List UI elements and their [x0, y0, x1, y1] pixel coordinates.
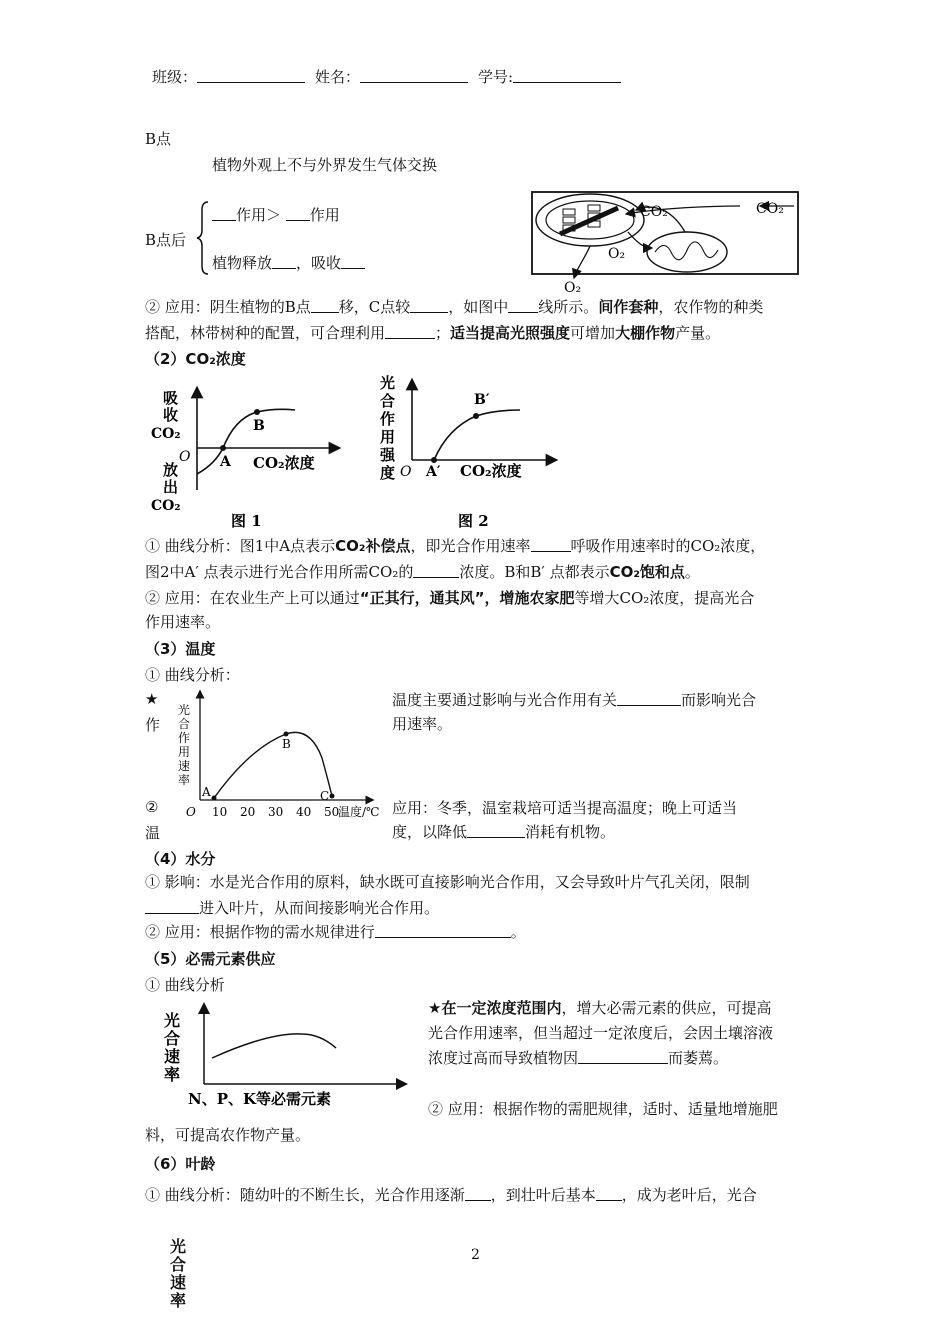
text: ① 曲线分析：随幼叶的不断生长，光合作用逐渐 — [145, 1186, 465, 1204]
blank — [617, 691, 681, 706]
temp-side-1: ★ — [145, 690, 159, 708]
svg-text:光: 光 — [164, 1011, 181, 1030]
point-b — [284, 732, 289, 737]
water-line2 — [145, 896, 439, 921]
water-line1: ① 影响：水是光合作用的原料，缺水既可直接影响光合作用，又会导致叶片气孔关闭，限制 — [145, 873, 750, 891]
element-analysis: ① 曲线分析 — [145, 976, 225, 994]
text: 搭配，林带树种的配置，可合理利用 — [145, 324, 386, 342]
temp-heading: （3）温度 — [145, 640, 216, 658]
svg-text:率: 率 — [178, 773, 191, 787]
element-text-4: ② 应用：根据作物的需肥规律，适时、适量地增施肥 — [428, 1100, 778, 1118]
b-point-desc: 植物外观上不与外界发生气体交换 — [212, 156, 438, 174]
text: 作用＞ — [236, 206, 282, 224]
light-app-line2 — [145, 321, 720, 346]
text: ② 应用：根据作物的需水规律进行 — [145, 923, 375, 941]
leaf-chart-y-label: 光合速率 — [170, 1237, 187, 1310]
element-text-5: 料，可提高农作物产量。 — [145, 1126, 311, 1144]
temp-text-line2: 用速率。 — [392, 715, 453, 733]
svg-text:用: 用 — [380, 428, 396, 446]
blank — [596, 1186, 622, 1201]
text: 移，C点较 — [338, 298, 411, 316]
blank — [375, 923, 511, 938]
cristae — [655, 242, 718, 260]
text: 线所示。 — [538, 298, 599, 316]
point-b — [473, 413, 479, 419]
id-blank — [513, 68, 621, 83]
element-text-2: 光合作用速率，但当超过一定浓度后，会因土壤溶液 — [428, 1024, 774, 1042]
text: ② 应用：阴生植物的B点 — [145, 298, 311, 316]
caption: 图 2 — [458, 512, 489, 530]
co2-outer-label: CO₂ — [756, 201, 784, 217]
co2-heading: （2）CO₂浓度 — [145, 350, 246, 368]
text: ，农作物的种类 — [658, 298, 764, 316]
class-label: 班级： — [152, 68, 198, 86]
text: ，即光合作用速率 — [410, 537, 531, 555]
svg-text:作: 作 — [178, 731, 191, 745]
tick-label: 30 — [268, 805, 284, 819]
text: 而萎蔫。 — [668, 1049, 729, 1067]
co2-figure-1 — [145, 378, 365, 538]
caption: 图 1 — [231, 512, 262, 530]
class-blank — [197, 68, 305, 83]
water-heading: （4）水分 — [145, 850, 216, 868]
water-line3 — [145, 920, 526, 945]
tick-label: 50 — [324, 805, 340, 819]
text: 适当提高光照强度 — [450, 324, 571, 342]
text: 浓度过高而导致植物因 — [428, 1049, 579, 1067]
point-a-label: A′ — [426, 464, 441, 480]
text: 。 — [510, 923, 526, 941]
blank — [465, 1186, 491, 1201]
text: 。 — [684, 563, 700, 581]
page-number: 2 — [471, 1247, 480, 1263]
blank — [286, 206, 310, 221]
text: ，到壮叶后基本 — [490, 1186, 596, 1204]
text: 浓度。B和B′ 点都表示 — [459, 563, 610, 581]
co2-inner-label: CO₂ — [640, 204, 668, 220]
light-app-line1 — [145, 295, 763, 320]
curve — [212, 1034, 336, 1058]
y-top-label: 吸 — [163, 389, 179, 407]
svg-text:光: 光 — [178, 703, 191, 717]
svg-text:合: 合 — [164, 1029, 181, 1048]
point-a-label: A — [220, 454, 231, 470]
origin: O — [186, 805, 196, 819]
y-bottom-label: 放 — [163, 461, 179, 479]
blank — [508, 298, 538, 313]
text: 温度主要通过影响与光合作用有关 — [392, 691, 618, 709]
blank — [145, 899, 199, 914]
text: 度，以降低 — [392, 823, 468, 841]
blank — [578, 1049, 668, 1064]
temp-text-line4 — [392, 820, 615, 845]
text: “正其行，通其风”，增施农家肥 — [359, 589, 575, 607]
x-label: 温度/℃ — [338, 805, 380, 819]
text: ，成为老叶后，光合 — [621, 1186, 757, 1204]
text: ① 曲线分析：图1中A点表示 — [145, 537, 336, 555]
temp-text-line3: 应用：冬季，温室栽培可适当提高温度；晚上可适当 — [392, 799, 738, 817]
gas-exchange-diagram — [530, 186, 820, 296]
blank — [467, 823, 525, 838]
point-a — [220, 445, 226, 451]
co2-analysis-line1 — [145, 534, 765, 559]
point-b-label: B — [253, 418, 265, 434]
class-field — [152, 66, 305, 87]
point-b — [254, 409, 260, 415]
tick-label: 20 — [240, 805, 256, 819]
element-text-3 — [428, 1046, 728, 1071]
element-heading: （5）必需元素供应 — [145, 950, 276, 968]
text: 进入叶片，从而间接影响光合作用。 — [199, 899, 440, 917]
o2-inner-label: O₂ — [608, 246, 626, 262]
co2-analysis-line2 — [145, 560, 700, 585]
element-chart — [160, 1000, 410, 1108]
temp-side-4: 温 — [145, 824, 161, 842]
tick-label: 40 — [296, 805, 312, 819]
co2-app-line1 — [145, 586, 754, 611]
y-top-label: 收 — [163, 406, 179, 424]
text: 消耗有机物。 — [525, 823, 616, 841]
y-bottom-co2: CO₂ — [151, 498, 181, 514]
x-label: N、P、K等必需元素 — [188, 1090, 332, 1108]
co2-app-line2: 作用速率。 — [145, 613, 221, 631]
point-a — [212, 796, 217, 801]
name-blank — [360, 68, 468, 83]
text: 植物释放 — [212, 254, 273, 272]
text: 等增大CO₂浓度，提高光合 — [574, 589, 755, 607]
curve — [214, 732, 332, 798]
b-after-line2 — [212, 252, 365, 273]
text: 产量。 — [675, 324, 721, 342]
temp-side-3: ② — [145, 798, 159, 816]
text: 间作套种 — [598, 298, 659, 316]
text: ； — [435, 324, 451, 342]
svg-text:合: 合 — [380, 392, 396, 410]
point-c — [330, 794, 335, 799]
point-a — [431, 457, 437, 463]
origin: O — [400, 464, 412, 480]
y-bottom-label: 出 — [163, 478, 179, 496]
b-after-label: B点后 — [145, 231, 187, 249]
blank — [212, 206, 236, 221]
svg-text:率: 率 — [164, 1065, 181, 1084]
name-label: 姓名： — [315, 68, 361, 86]
svg-text:作: 作 — [380, 410, 396, 428]
element-text-1 — [428, 996, 771, 1021]
text: ，增大必需元素的供应，可提高 — [561, 999, 772, 1017]
temp-text-line1 — [392, 688, 756, 713]
text: 而影响光合 — [681, 691, 757, 709]
blank — [385, 324, 435, 339]
text: 可增加 — [570, 324, 616, 342]
text: ★在一定浓度范围内 — [428, 999, 562, 1017]
x-label: CO₂浓度 — [253, 454, 315, 472]
blank — [531, 537, 571, 552]
text: CO₂补偿点 — [335, 537, 411, 555]
text: 作用 — [309, 206, 340, 224]
temp-analysis: ① 曲线分析： — [145, 666, 240, 684]
svg-text:速: 速 — [178, 759, 191, 773]
blank — [341, 254, 365, 269]
mitochondrion-icon — [647, 232, 727, 272]
y-label-vertical — [164, 1011, 180, 1084]
svg-text:度: 度 — [380, 464, 396, 482]
text: 图2中A′ 点表示进行光合作用所需CO₂的 — [145, 563, 414, 581]
tick-label: 10 — [212, 805, 228, 819]
svg-text:光: 光 — [380, 374, 396, 392]
svg-text:速: 速 — [164, 1047, 181, 1066]
y-label-vertical — [178, 702, 190, 787]
o2-out-label: O₂ — [564, 280, 582, 296]
blank — [311, 298, 339, 313]
b-point-title: B点 — [145, 130, 172, 148]
id-field — [478, 66, 621, 87]
y-top-co2: CO₂ — [151, 426, 181, 442]
y-label-vertical — [379, 374, 396, 482]
temperature-chart — [170, 688, 382, 828]
point-c-label: C — [320, 789, 330, 803]
text: ② 应用：在农业生产上可以通过 — [145, 589, 360, 607]
text: 呼吸作用速率时的CO₂浓度， — [570, 537, 766, 555]
x-label: CO₂浓度 — [460, 462, 522, 480]
brace-icon — [196, 200, 210, 276]
co2-figure-2 — [370, 372, 570, 538]
leaf-heading: （6）叶龄 — [145, 1155, 216, 1173]
svg-text:用: 用 — [178, 745, 191, 759]
leaf-line1 — [145, 1183, 757, 1208]
svg-text:合: 合 — [178, 717, 191, 731]
svg-text:强: 强 — [380, 446, 396, 464]
text: ，如图中 — [448, 298, 509, 316]
text: ，吸收 — [296, 254, 342, 272]
origin: O — [179, 449, 191, 465]
id-label: 学号: — [478, 68, 514, 86]
point-a-label: A — [202, 785, 211, 799]
point-b-label: B — [282, 737, 291, 751]
text: 大棚作物 — [615, 324, 676, 342]
b-after-line1 — [212, 204, 340, 225]
temp-side-2: 作 — [145, 716, 161, 734]
text: CO₂饱和点 — [609, 563, 685, 581]
blank — [272, 254, 296, 269]
blank — [410, 298, 448, 313]
name-field — [315, 66, 468, 87]
point-b-label: B′ — [474, 392, 490, 408]
blank — [413, 563, 459, 578]
